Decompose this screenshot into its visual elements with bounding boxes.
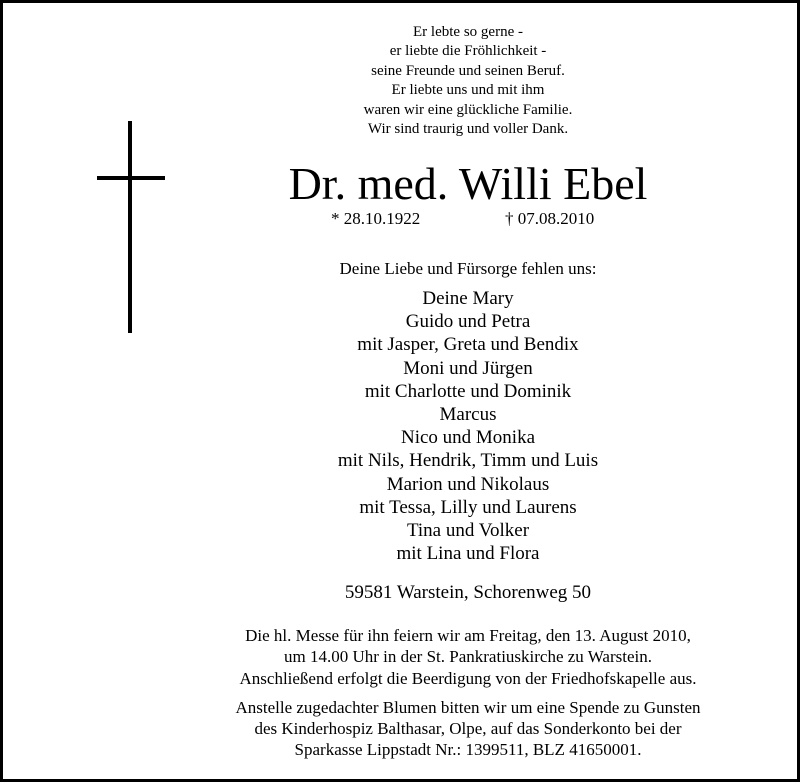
funeral-mass-info xyxy=(203,625,733,667)
family-address: 59581 Warstein, Schorenweg 50 xyxy=(344,582,592,603)
mourner-line: mit Charlotte und Dominik xyxy=(364,380,572,402)
poem-line: Er liebte uns und mit ihm xyxy=(391,82,545,99)
poem xyxy=(203,23,733,139)
cross-icon xyxy=(97,121,165,333)
poem-line: er liebte die Fröhlichkeit - xyxy=(389,43,547,60)
poem-line: Er lebte so gerne - xyxy=(413,24,523,40)
donation-line: Sparkasse Lippstadt Nr.: 1399511, BLZ 41650001. xyxy=(294,740,642,759)
mourner-line: mit Lina und Flora xyxy=(396,543,540,565)
service-line: um 14.00 Uhr in der St. Pankratiuskirche zu Warstein. xyxy=(284,647,652,666)
life-dates xyxy=(323,208,623,230)
mourners-list xyxy=(203,287,733,565)
mourner-line: Tina und Volker xyxy=(406,520,530,542)
poem-line: waren wir eine glückliche Familie. xyxy=(363,101,573,118)
cross-vertical-bar xyxy=(128,121,132,333)
mourner-line: mit Tessa, Lilly und Laurens xyxy=(359,496,577,518)
mourner-line: mit Jasper, Greta und Bendix xyxy=(357,334,579,356)
poem-line: seine Freunde und seinen Beruf. xyxy=(371,62,565,79)
donation-request xyxy=(203,697,733,760)
mourner-line: Deine Mary xyxy=(422,288,514,309)
deceased-name: Dr. med. Willi Ebel xyxy=(288,158,648,209)
burial-info: Anschließend erfolgt die Beerdigung von der Friedhofskapelle aus. xyxy=(239,669,697,688)
mourners-intro: Deine Liebe und Fürsorge fehlen uns: xyxy=(339,259,597,278)
mourner-line: Marion und Nikolaus xyxy=(386,473,550,495)
mourner-line: Guido und Petra xyxy=(405,311,531,333)
mourner-line: mit Nils, Hendrik, Timm und Luis xyxy=(337,450,599,472)
mourner-line: Nico und Monika xyxy=(400,427,536,449)
donation-line: Anstelle zugedachter Blumen bitten wir um eine Spende zu Gunsten xyxy=(235,698,701,717)
cross-horizontal-bar xyxy=(97,176,165,180)
service-line: Die hl. Messe für ihn feiern wir am Freitag, den 13. August 2010, xyxy=(245,626,691,645)
birth-date: * 28.10.1922 xyxy=(331,209,421,228)
poem-line: Wir sind traurig und voller Dank. xyxy=(367,121,569,138)
mourner-line: Moni und Jürgen xyxy=(403,357,533,379)
donation-line: des Kinderhospiz Balthasar, Olpe, auf das Sonderkonto bei der xyxy=(254,719,682,738)
death-date: † 07.08.2010 xyxy=(505,209,595,228)
mourner-line: Marcus xyxy=(439,404,497,426)
